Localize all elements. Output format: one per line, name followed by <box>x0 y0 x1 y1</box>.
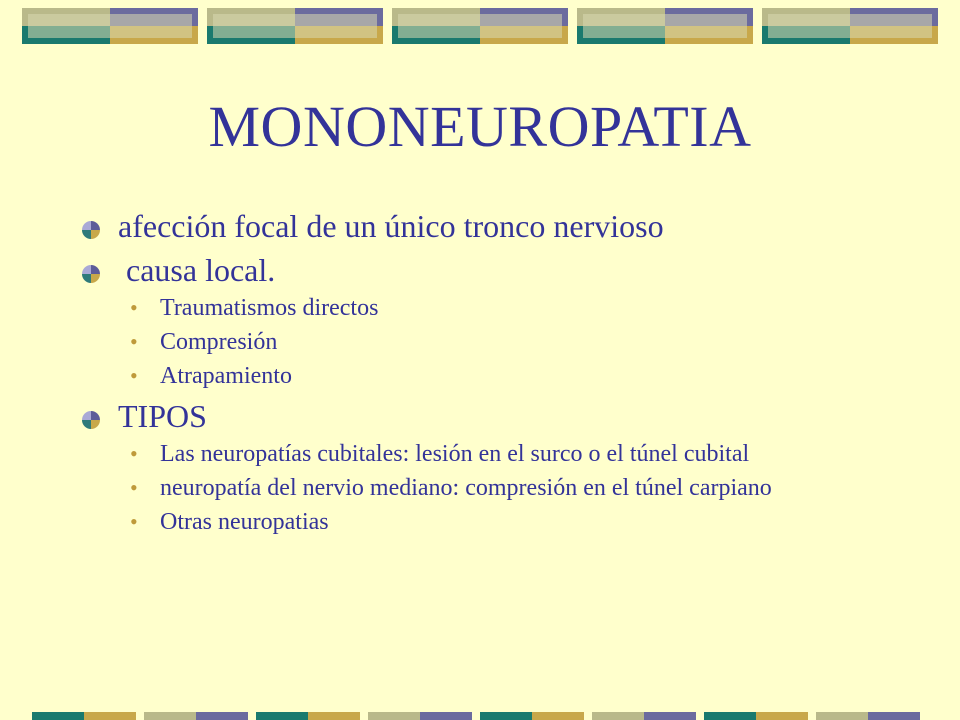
bullet-item <box>82 206 882 246</box>
quadrant-bullet-icon <box>82 221 100 239</box>
sub-bullet-text: Traumatismos directos <box>160 295 379 321</box>
bullet-text: afección focal de un único tronco nervioso <box>118 208 664 244</box>
bullet-text: TIPOS <box>118 398 207 434</box>
sub-bullet-item <box>82 294 882 322</box>
decorative-tile <box>577 8 753 44</box>
sub-bullet-item <box>82 508 882 536</box>
dot-bullet-icon: • <box>130 475 138 500</box>
dot-bullet-icon: • <box>130 329 138 354</box>
sub-bullet-item <box>82 440 882 468</box>
sub-bullet-item <box>82 328 882 356</box>
decorative-tile <box>207 8 383 44</box>
sub-bullet-item <box>82 474 882 502</box>
slide-content <box>82 206 882 542</box>
sub-bullet-text: Compresión <box>160 329 278 355</box>
dot-bullet-icon: • <box>130 509 138 534</box>
quadrant-bullet-icon <box>82 265 100 283</box>
decorative-tile <box>392 8 568 44</box>
bullet-item <box>82 396 882 436</box>
dot-bullet-icon: • <box>130 295 138 320</box>
sub-bullet-item <box>82 362 882 390</box>
bottom-decorative-band <box>32 712 960 720</box>
sub-bullet-text: neuropatía del nervio mediano: compresión en el túnel carpiano <box>160 475 772 501</box>
dot-bullet-icon: • <box>130 441 138 466</box>
quadrant-bullet-icon <box>82 411 100 429</box>
sub-bullet-text: Otras neuropatias <box>160 509 329 535</box>
decorative-tile <box>22 8 198 44</box>
sub-bullet-text: Las neuropatías cubitales: lesión en el surco o el túnel cubital <box>160 441 750 467</box>
bullet-item <box>82 250 882 290</box>
slide-title: MONONEUROPATIA <box>208 94 752 159</box>
decorative-tile <box>762 8 938 44</box>
top-decorative-band <box>22 8 938 44</box>
sub-bullet-text: Atrapamiento <box>160 363 292 389</box>
dot-bullet-icon: • <box>130 363 138 388</box>
bullet-text: causa local. <box>118 252 276 288</box>
